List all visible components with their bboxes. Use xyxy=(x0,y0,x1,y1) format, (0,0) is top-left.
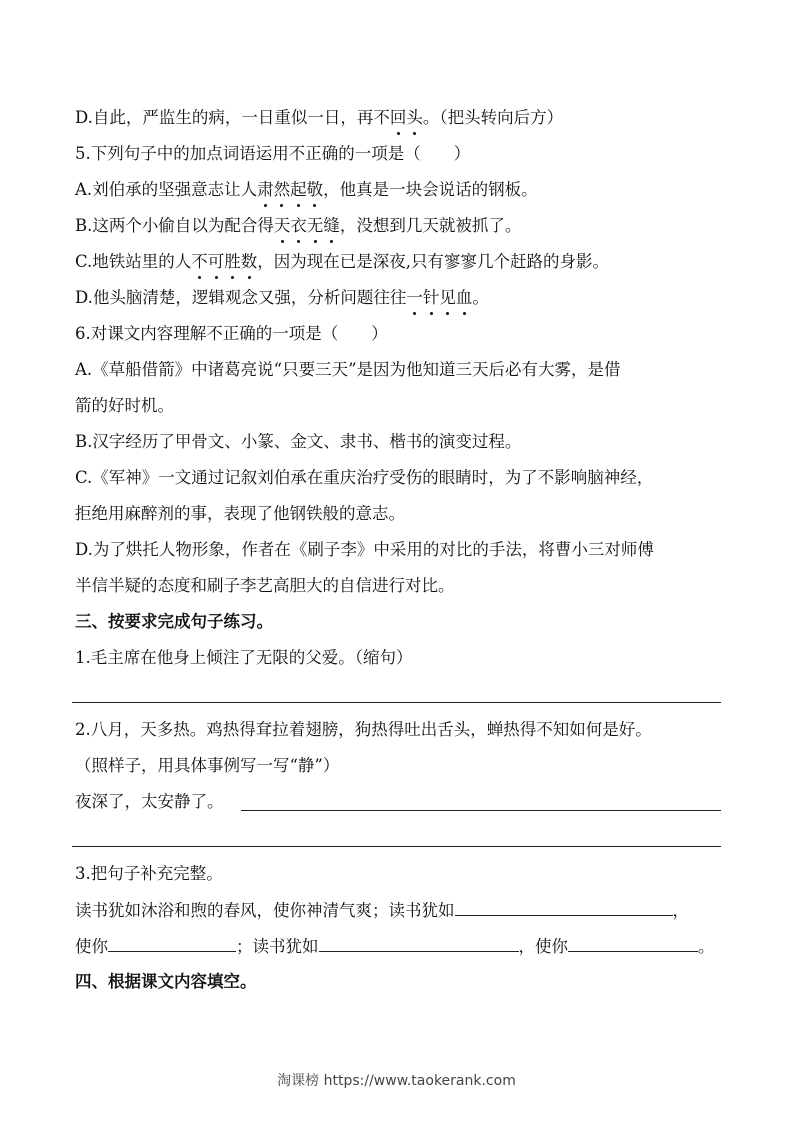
q6-option-b: B.汉字经历了甲骨文、小篆、金文、隶书、楷书的演变过程。 xyxy=(75,432,522,451)
q5-option-b xyxy=(75,215,521,237)
dotted-char: 数 xyxy=(240,252,258,271)
dotted-char: 肃 xyxy=(257,180,274,199)
dotted-char: 起 xyxy=(290,180,307,199)
text: ，他真是一块会说话的钢板。 xyxy=(323,180,538,199)
blank-2[interactable] xyxy=(108,935,236,952)
sentence-1: 1.毛主席在他身上倾注了无限的父爱。（缩句） xyxy=(75,648,413,667)
text: 使你 xyxy=(75,937,108,956)
dotted-char: 天 xyxy=(273,216,291,235)
text: ；读书犹如 xyxy=(236,937,319,956)
text: ，使你 xyxy=(518,937,568,956)
blank-4[interactable] xyxy=(568,935,698,952)
answer-line-2b[interactable] xyxy=(72,846,721,847)
answer-line-1[interactable] xyxy=(72,702,721,703)
option-d-previous xyxy=(75,107,563,129)
dotted-char: 衣 xyxy=(290,216,307,235)
dotted-char: 一 xyxy=(406,288,423,307)
question-5: 5.下列句子中的加点词语运用不正确的一项是（ ） xyxy=(75,144,471,163)
sentence-3: 3.把句子补充完整。 xyxy=(75,864,223,883)
q6-option-c-line2: 拒绝用麻醉剂的事，表现了他钢铁般的意志。 xyxy=(75,504,405,523)
blank-1[interactable] xyxy=(455,899,673,916)
text: 读书犹如沐浴和煦的春风，使你神清气爽；读书犹如 xyxy=(75,901,455,920)
question-6: 6.对课文内容理解不正确的一项是（ ） xyxy=(75,324,388,343)
text: C.地铁站里的人 xyxy=(75,252,192,271)
text: 。 xyxy=(472,288,489,307)
dotted-char: 针 xyxy=(422,288,440,307)
text: 。 xyxy=(698,937,715,956)
dotted-char: 血 xyxy=(455,288,473,307)
section-3-heading: 三、按要求完成句子练习。 xyxy=(75,612,273,631)
dotted-char: 无 xyxy=(306,216,324,235)
dotted-char: 胜 xyxy=(224,252,241,271)
dotted-char: 然 xyxy=(273,180,291,199)
dotted-char: 头 xyxy=(406,108,423,127)
section-4-heading: 四、根据课文内容填空。 xyxy=(75,972,257,991)
q5-option-c xyxy=(75,251,609,273)
text: A.刘伯承的坚强意志让人 xyxy=(75,180,258,199)
q6-option-a-line1: A.《草船借箭》中诸葛亮说“只要三天”是因为他知道三天后必有大雾，是借 xyxy=(75,360,621,379)
q6-option-d-line2: 半信半疑的态度和刷子李艺高胆大的自信进行对比。 xyxy=(75,576,455,595)
q5-option-d xyxy=(75,287,489,309)
sentence-2-line2: （照样子，用具体事例写一写“静”） xyxy=(75,756,340,775)
sentence-2-line3: 夜深了，太安静了。 xyxy=(75,792,224,811)
q6-option-a-line2: 箭的好时机。 xyxy=(75,396,174,415)
dotted-char: 敬 xyxy=(306,180,324,199)
dotted-char: 缝 xyxy=(323,216,340,235)
dotted-char: 可 xyxy=(207,252,225,271)
q6-option-d-line1: D.为了烘托人物形象，作者在《刷子李》中采用的对比的手法，将曹小三对师傅 xyxy=(75,540,654,559)
dotted-char: 见 xyxy=(439,288,456,307)
text: ，没想到几天就被抓了。 xyxy=(339,216,522,235)
text: D.自此，严监生的病，一日重似一日，再不 xyxy=(75,108,390,127)
answer-line-2a[interactable] xyxy=(241,810,721,811)
text: 。（把头转向后方） xyxy=(422,108,564,127)
text: ， xyxy=(672,901,689,920)
sentence-2-line1: 2.八月，天多热。鸡热得耷拉着翅膀，狗热得吐出舌头，蝉热得不知如何是好。 xyxy=(75,720,652,739)
dotted-char: 不 xyxy=(191,252,208,271)
footer-watermark: 淘课榜 https://www.taokerank.com xyxy=(277,1073,516,1089)
sentence-3-fill-b xyxy=(75,935,715,958)
sentence-3-fill-a xyxy=(75,899,689,922)
text: D.他头脑清楚，逻辑观念又强，分析问题往往 xyxy=(75,288,407,307)
text: B.这两个小偷自以为配合得 xyxy=(75,216,274,235)
dotted-char: 回 xyxy=(389,108,407,127)
q5-option-a xyxy=(75,179,538,201)
blank-3[interactable] xyxy=(319,935,519,952)
q6-option-c-line1: C.《军神》一文通过记叙刘伯承在重庆治疗受伤的眼睛时，为了不影响脑神经， xyxy=(75,468,654,487)
text: ，因为现在已是深夜,只有寥寥几个赶路的身影。 xyxy=(257,252,610,271)
